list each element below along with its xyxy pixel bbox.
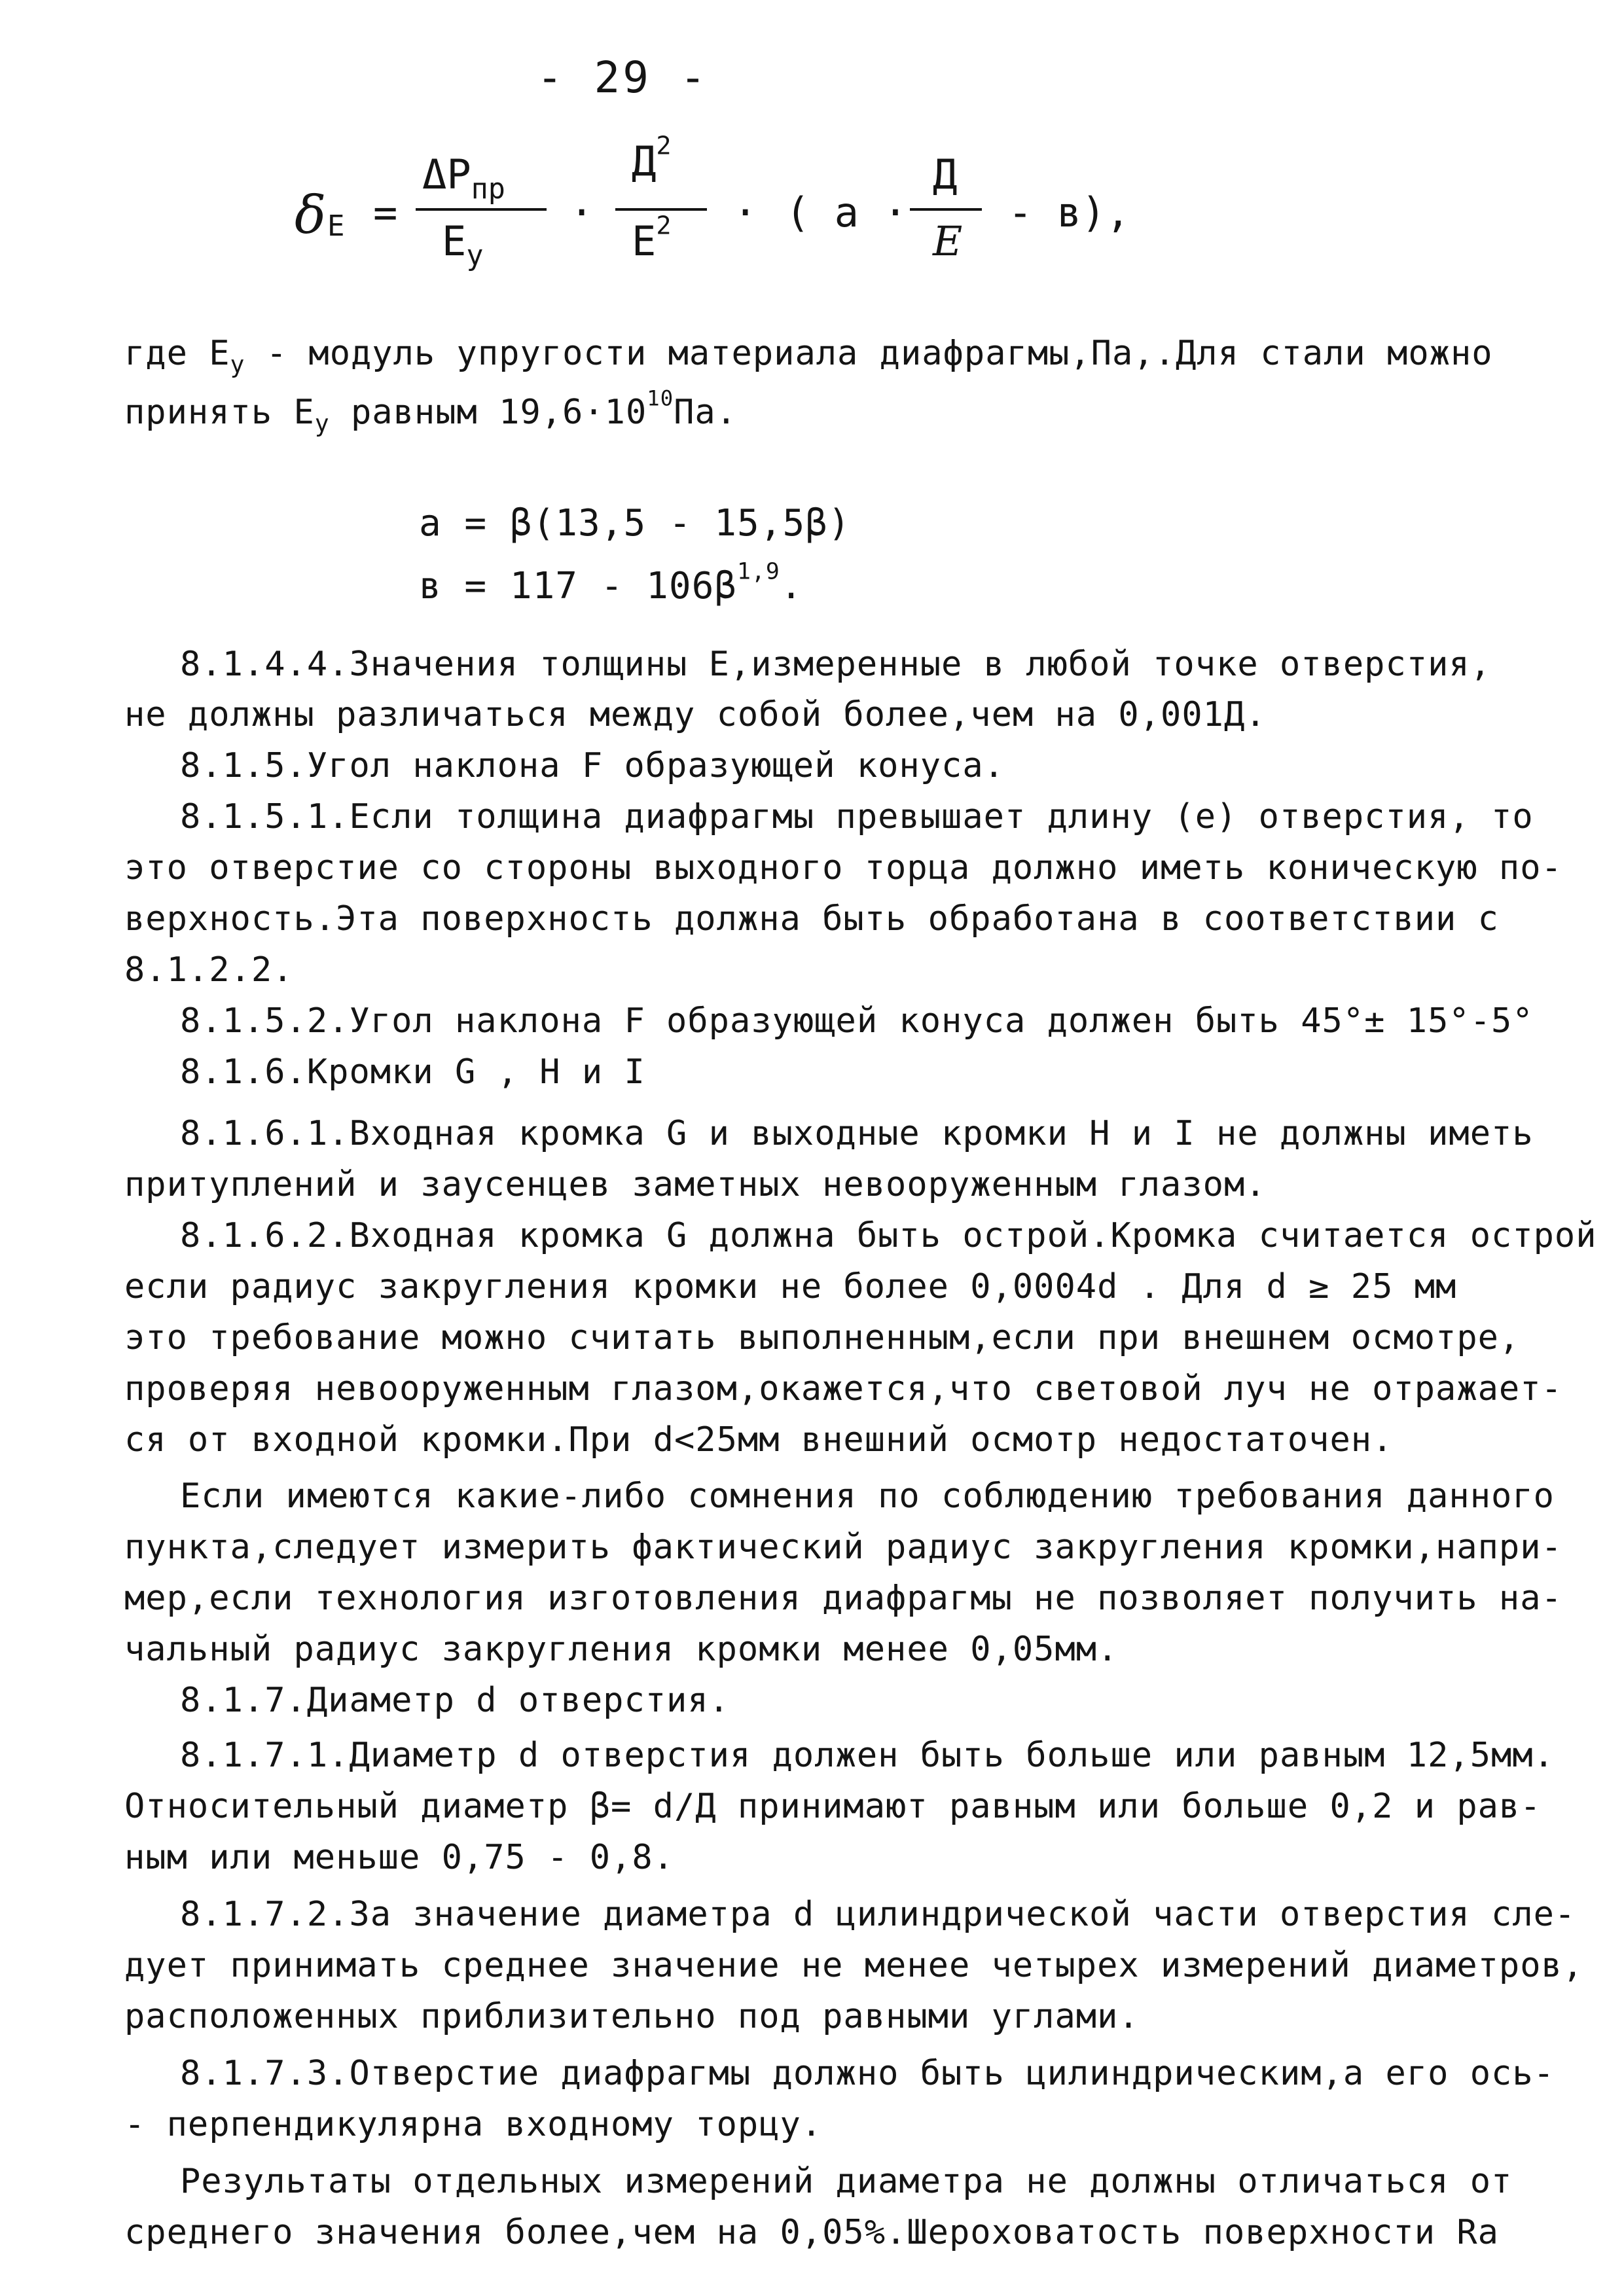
text-line-1: 8.1.4.4.Значения толщины E,измеренные в любой точке отверстия, <box>180 645 1492 684</box>
frac2-num: $Д^2$ <box>632 131 672 185</box>
text-line-8: 8.1.5.2.Угол наклона F образующей конуса должен быть 45°± 15°-5° <box>180 1001 1534 1041</box>
text-line-15: проверяя невооруженным глазом,окажется,что световой луч не отражает- <box>124 1369 1562 1408</box>
text-line-13: если радиус закругления кромки не более 0,0004d . Для d ≥ 25 мм <box>124 1267 1457 1306</box>
text-line-14: это требование можно считать выполненным,если при внешнем осмотре, <box>124 1318 1521 1357</box>
text-line-21: 8.1.7.Диаметр d отверстия. <box>180 1681 730 1720</box>
where-line-1: где $E_y$ - модуль упругости материала диафрагмы,Па,.Для стали можно <box>124 334 1493 379</box>
coef-a-formula: a = β(13,5 - 15,5β) <box>419 502 851 545</box>
text-line-2: не должны различаться между собой более,чем на 0,001Д. <box>124 695 1267 734</box>
where-line-2: принять $E_y$ равным $19,6\cdot 10^{10}Па$. <box>124 386 738 438</box>
text-line-3: 8.1.5.Угол наклона F образующей конуса. <box>180 746 1005 785</box>
text-line-5: это отверстие со стороны выходного торца должно иметь коническую по- <box>124 848 1562 888</box>
text-line-17: Если имеются какие-либо сомнения по соблюдению требования данного <box>180 1477 1555 1516</box>
text-line-11: притуплений и заусенцев заметных невооруженным глазом. <box>124 1165 1267 1204</box>
frac1-num: $\Delta P_{пр}$ <box>422 151 505 206</box>
text-line-31: среднего значения более,чем на 0,05%.Шероховатость поверхности Ra <box>124 2213 1499 2252</box>
text-line-30: Результаты отдельных измерений диаметра не должны отличаться от <box>180 2162 1513 2201</box>
formula-eq: = <box>373 188 398 236</box>
text-line-25: 8.1.7.2.За значение диаметра d цилиндрической части отверстия сле- <box>180 1895 1576 1934</box>
text-line-10: 8.1.6.1.Входная кромка G и выходные кромки H и I не должны иметь <box>180 1114 1534 1153</box>
text-line-24: ным или меньше 0,75 - 0,8. <box>124 1838 674 1877</box>
text-line-23: Относительный диаметр β= d/Д принимают равным или больше 0,2 и рав- <box>124 1787 1542 1826</box>
formula-dot-1: · <box>569 188 594 236</box>
text-line-12: 8.1.6.2.Входная кромка G должна быть острой.Кромка считается острой <box>180 1216 1597 1255</box>
frac3-num: Д <box>933 151 958 198</box>
formula-lhs: δ <box>295 185 327 245</box>
frac2-den: $E^2$ <box>632 211 672 265</box>
text-line-7: 8.1.2.2. <box>124 950 294 990</box>
coef-b-formula: $в = 117 - 106\beta^{1,9}$. <box>419 558 803 607</box>
text-line-19: мер,если технология изготовления диафрагмы не позволяет получить на- <box>124 1579 1562 1618</box>
text-line-4: 8.1.5.1.Если толщина диафрагмы превышает длину (e) отверстия, то <box>180 797 1534 836</box>
text-line-29: - перпендикулярна входному торцу. <box>124 2105 823 2144</box>
text-line-20: чальный радиус закругления кромки менее 0,05мм. <box>124 1630 1119 1669</box>
frac3-bar <box>910 208 982 211</box>
text-line-28: 8.1.7.3.Отверстие диафрагмы должно быть цилиндрическим,а его ось- <box>180 2054 1555 2093</box>
text-line-6: верхность.Эта поверхность должна быть обработана в соответствии с <box>124 899 1499 939</box>
text-line-18: пункта,следует измерить фактический радиус закругления кромки,напри- <box>124 1528 1562 1567</box>
formula-lhs-sub: E <box>327 209 345 243</box>
text-line-22: 8.1.7.1.Диаметр d отверстия должен быть больше или равным 12,5мм. <box>180 1736 1555 1775</box>
text-line-9: 8.1.6.Кромки G , H и I <box>180 1052 645 1092</box>
text-line-27: расположенных приблизительно под равными углами. <box>124 1997 1140 2036</box>
formula-dot-2: · <box>733 188 758 236</box>
formula-tail: - в), <box>1008 188 1130 236</box>
text-line-16: ся от входной кромки.При d<25мм внешний осмотр недостаточен. <box>124 1420 1394 1460</box>
frac1-bar <box>416 208 547 211</box>
frac3-den: E <box>933 217 963 265</box>
frac1-den: $E_y$ <box>442 217 484 273</box>
page-number: - 29 - <box>537 52 709 103</box>
formula-deflection <box>281 111 1198 308</box>
formula-paren-open: ( a · <box>785 188 908 236</box>
text-line-26: дует принимать среднее значение не менее четырех измерений диаметров, <box>124 1946 1584 1985</box>
